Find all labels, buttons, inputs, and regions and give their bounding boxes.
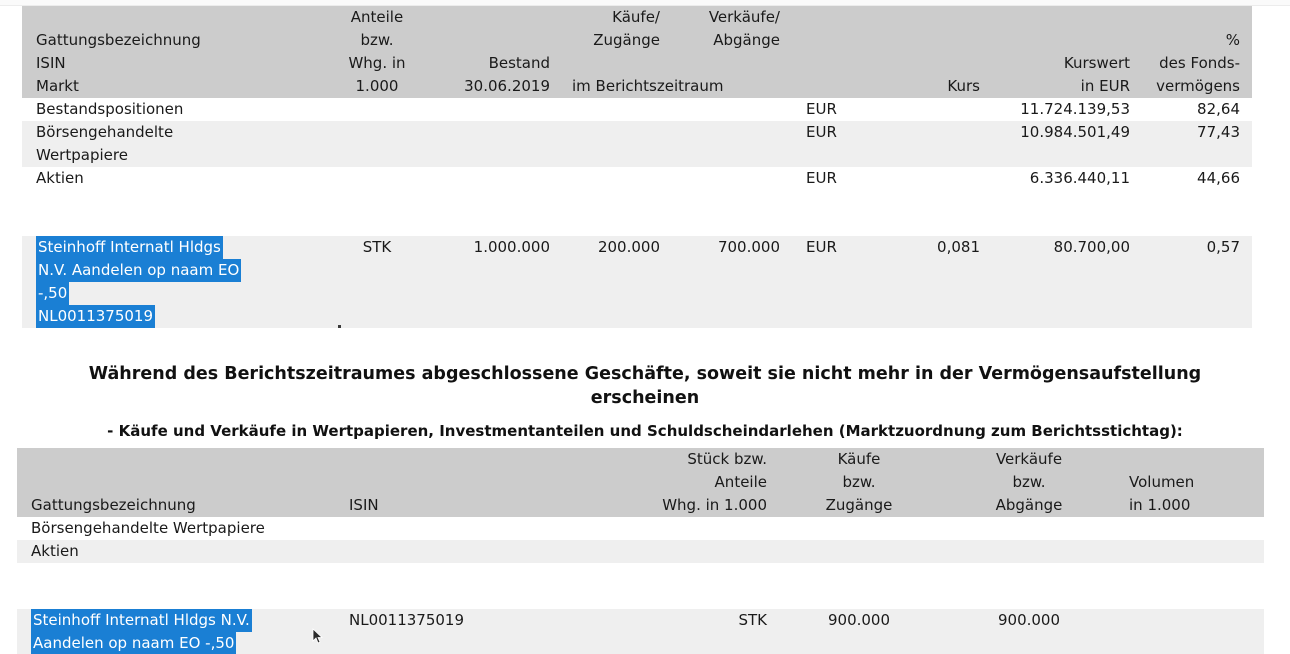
hdr-whg-in: Whg. in (322, 52, 432, 75)
row-blank-f (887, 144, 992, 167)
hdr-blank-10 (992, 29, 1142, 52)
row-zugaenge: 200.000 (562, 236, 672, 259)
table-row-continuation[interactable] (22, 305, 1252, 328)
thdr-blank-2 (339, 448, 549, 471)
row-kurs (887, 98, 992, 121)
row-zugaenge (562, 98, 672, 121)
row-abgaenge (672, 121, 792, 144)
thdr-gattungsbezeichnung: Gattungsbezeichnung (17, 494, 339, 517)
row-zugaenge (562, 167, 672, 190)
row-gap-cell (22, 190, 1252, 213)
table-row-continuation[interactable] (17, 632, 1264, 654)
hdr-prozent: % (1142, 29, 1252, 52)
table-row-continuation[interactable] (22, 144, 1252, 167)
trow-stueck (549, 517, 779, 540)
section-subheading: - Käufe und Verkäufe in Wertpapieren, Investmentanteilen und Schuldscheindarlehen (Marktzuordnung zum Berichtsstichtag): (107, 422, 1183, 440)
row-bestand (432, 98, 562, 121)
trades-header-row-3 (17, 494, 1264, 517)
table-row-continuation[interactable] (22, 259, 1252, 282)
row-blank-b (432, 144, 562, 167)
row-prozent: 0,57 (1142, 236, 1252, 259)
selection-highlight: -,50 (36, 282, 69, 305)
thdr-blank-edge-1 (1222, 448, 1264, 471)
row-waehrung: EUR (792, 167, 887, 190)
holdings-table (22, 6, 1252, 328)
trow-label: Börsengehandelte Wertpapiere (17, 517, 339, 540)
trow-isin (339, 517, 549, 540)
hdr-blank-12 (672, 52, 792, 75)
hdr-blank-2 (432, 6, 562, 29)
row-label: Börsengehandelte (22, 121, 322, 144)
holdings-header-row-4 (22, 75, 1252, 98)
trow-edge-2 (1222, 540, 1264, 563)
hdr-kurs: Kurs (887, 75, 992, 98)
thdr-isin: ISIN (339, 494, 549, 517)
trow-edge-1 (1222, 517, 1264, 540)
row-whg (322, 167, 432, 190)
thdr-blank-1 (17, 448, 339, 471)
hdr-kaeufe: Käufe/ (562, 6, 672, 29)
row-waehrung: EUR (792, 98, 887, 121)
row-label: Bestandspositionen (22, 98, 322, 121)
thdr-blank-edge-2 (1222, 471, 1264, 494)
thdr-whg-in-1000: Whg. in 1.000 (549, 494, 779, 517)
hdr-isin: ISIN (22, 52, 322, 75)
row-kurswert: 10.984.501,49 (992, 121, 1142, 144)
thdr-anteile: Anteile (549, 471, 779, 494)
row-gap-cell (17, 586, 1264, 609)
holdings-header-row-2 (22, 29, 1252, 52)
thdr-bzw-1: bzw. (779, 471, 939, 494)
hdr-tausend: 1.000 (322, 75, 432, 98)
hdr-bestand: Bestand (432, 52, 562, 75)
row-label: Aktien (22, 167, 322, 190)
hdr-blank-1 (22, 6, 322, 29)
hdr-gattungsbezeichnung: Gattungsbezeichnung (22, 29, 322, 52)
hdr-abgaenge: Abgänge (672, 29, 792, 52)
row-bestand (432, 121, 562, 144)
hdr-blank-13 (792, 52, 887, 75)
trow-isin (339, 540, 549, 563)
trow-stueck: STK (549, 609, 779, 632)
table-row[interactable] (22, 121, 1252, 144)
hdr-stichtag: 30.06.2019 (432, 75, 562, 98)
selection-highlight: Steinhoff Internatl Hldgs N.V. (31, 609, 252, 632)
row-bestand (432, 167, 562, 190)
trow-verkaeufe: 900.000 (939, 609, 1119, 632)
row-blank-rest (322, 259, 1252, 282)
hdr-blank-3 (792, 6, 887, 29)
trades-table (17, 448, 1264, 654)
hdr-markt: Markt (22, 75, 322, 98)
row-gap (22, 190, 1252, 213)
thdr-kaeufe: Käufe (779, 448, 939, 471)
row-blank-h (1142, 144, 1252, 167)
selection-highlight: NL0011375019 (36, 305, 155, 328)
row-gap (17, 586, 1264, 609)
row-prozent: 82,64 (1142, 98, 1252, 121)
row-whg (322, 121, 432, 144)
hdr-blank-11 (562, 52, 672, 75)
selection-highlight: N.V. Aandelen op naam EO (36, 259, 241, 282)
row-label-line3 (22, 282, 322, 305)
hdr-zugaenge: Zugänge (562, 29, 672, 52)
row-prozent: 77,43 (1142, 121, 1252, 144)
page-artifact-dot (338, 325, 341, 328)
trow-volumen (1119, 540, 1222, 563)
hdr-berichtszeitraum: im Berichtszeitraum (562, 75, 792, 98)
row-blank-rest (322, 305, 1252, 328)
row-label-line2 (22, 259, 322, 282)
row-label-isin (22, 305, 322, 328)
hdr-bzw: bzw. (322, 29, 432, 52)
trow-edge-3 (1222, 609, 1264, 632)
row-blank-c (562, 144, 672, 167)
hdr-blank-7 (432, 29, 562, 52)
row-gap (22, 213, 1252, 236)
row-gap (17, 563, 1264, 586)
row-kurs (887, 121, 992, 144)
trow-blank-rest (339, 632, 1264, 654)
hdr-kurswert: Kurswert (992, 52, 1142, 75)
trow-label-line2 (17, 632, 339, 654)
thdr-in-1000: in 1.000 (1119, 494, 1222, 517)
hdr-vermoegens: vermögens (1142, 75, 1252, 98)
table-row[interactable] (22, 167, 1252, 190)
table-row-selected[interactable] (22, 236, 1252, 259)
row-blank-e (792, 144, 887, 167)
row-kurswert: 6.336.440,11 (992, 167, 1142, 190)
table-row[interactable] (17, 517, 1264, 540)
thdr-zugaenge: Zugänge (779, 494, 939, 517)
trow-stueck (549, 540, 779, 563)
thdr-blank-3 (1119, 448, 1222, 471)
row-abgaenge: 700.000 (672, 236, 792, 259)
row-abgaenge (672, 98, 792, 121)
hdr-blank-5 (992, 6, 1142, 29)
trow-label: Aktien (17, 540, 339, 563)
trow-isin: NL0011375019 (339, 609, 549, 632)
row-waehrung: EUR (792, 121, 887, 144)
holdings-header-row-3 (22, 52, 1252, 75)
trow-kaeufe (779, 540, 939, 563)
row-whg (322, 98, 432, 121)
thdr-volumen: Volumen (1119, 471, 1222, 494)
hdr-blank-8 (792, 29, 887, 52)
trow-verkaeufe (939, 517, 1119, 540)
hdr-des-fonds: des Fonds- (1142, 52, 1252, 75)
row-blank-rest (322, 282, 1252, 305)
row-zugaenge (562, 121, 672, 144)
trow-volumen (1119, 609, 1222, 632)
thdr-abgaenge: Abgänge (939, 494, 1119, 517)
row-whg: STK (322, 236, 432, 259)
section-heading-line1: Während des Berichtszeitraumes abgeschlossene Geschäfte, soweit sie nicht mehr in der Vermögensaufstellung (88, 364, 1202, 384)
trow-verkaeufe (939, 540, 1119, 563)
trow-kaeufe (779, 517, 939, 540)
row-kurs (887, 167, 992, 190)
trow-kaeufe: 900.000 (779, 609, 939, 632)
row-gap-cell (22, 213, 1252, 236)
hdr-anteile: Anteile (322, 6, 432, 29)
hdr-blank-15 (792, 75, 887, 98)
row-abgaenge (672, 167, 792, 190)
row-waehrung: EUR (792, 236, 887, 259)
table-row[interactable] (17, 540, 1264, 563)
trow-volumen (1119, 517, 1222, 540)
thdr-blank-edge-3 (1222, 494, 1264, 517)
row-blank-a (322, 144, 432, 167)
row-kurs: 0,081 (887, 236, 992, 259)
hdr-blank-6 (1142, 6, 1252, 29)
row-blank-d (672, 144, 792, 167)
hdr-verkaeufe: Verkäufe/ (672, 6, 792, 29)
thdr-blank-5 (339, 471, 549, 494)
hdr-blank-9 (887, 29, 992, 52)
hdr-blank-4 (887, 6, 992, 29)
selection-highlight: Steinhoff Internatl Hldgs (36, 236, 223, 259)
holdings-header-row-1 (22, 6, 1252, 29)
trades-header-row-2 (17, 471, 1264, 494)
section-heading-line2: erscheinen (590, 388, 700, 408)
trades-header-row-1 (17, 448, 1264, 471)
thdr-bzw-2: bzw. (939, 471, 1119, 494)
row-prozent: 44,66 (1142, 167, 1252, 190)
row-kurswert: 11.724.139,53 (992, 98, 1142, 121)
table-row-selected[interactable] (17, 609, 1264, 632)
hdr-blank-14 (887, 52, 992, 75)
row-bestand: 1.000.000 (432, 236, 562, 259)
thdr-stueck-bzw: Stück bzw. (549, 448, 779, 471)
mouse-cursor-icon (312, 628, 324, 646)
table-row[interactable] (22, 98, 1252, 121)
row-label (22, 236, 322, 259)
selection-highlight: Aandelen op naam EO -,50 (31, 632, 236, 654)
table-row-continuation[interactable] (22, 282, 1252, 305)
row-kurswert: 80.700,00 (992, 236, 1142, 259)
thdr-verkaeufe: Verkäufe (939, 448, 1119, 471)
row-gap-cell (17, 563, 1264, 586)
row-label-line2: Wertpapiere (22, 144, 322, 167)
trow-label (17, 609, 339, 632)
row-blank-g (992, 144, 1142, 167)
hdr-in-eur: in EUR (992, 75, 1142, 98)
thdr-blank-4 (17, 471, 339, 494)
